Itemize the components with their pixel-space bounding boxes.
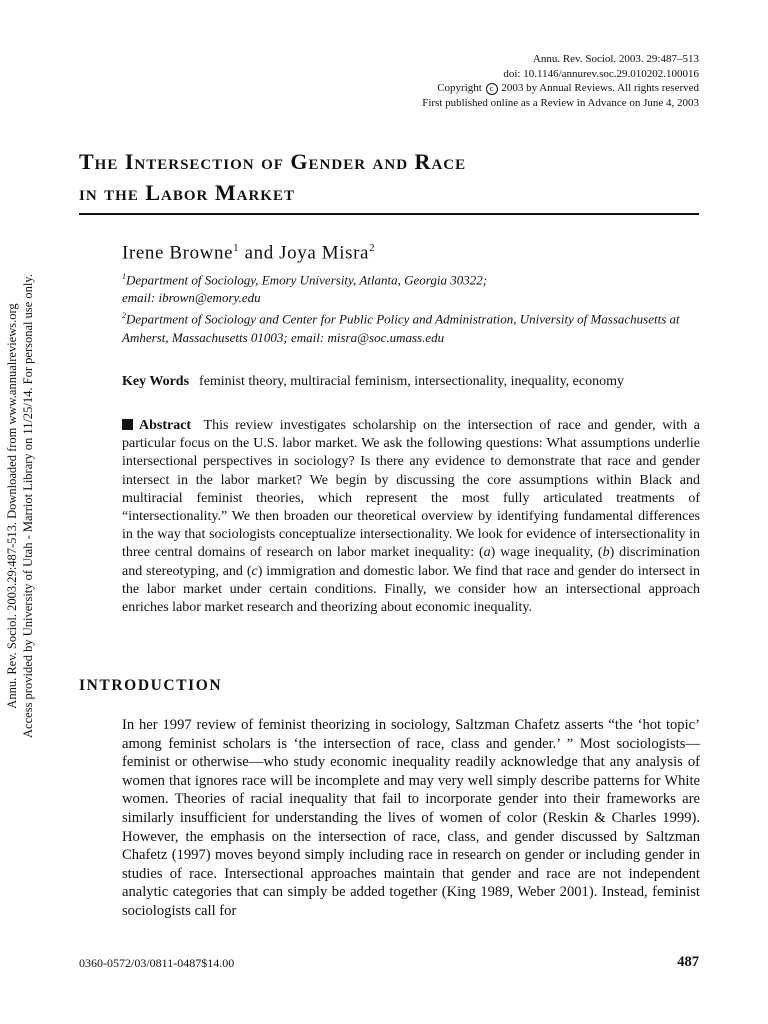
author-2-affiliation-mark: 2 bbox=[369, 242, 376, 254]
copyright-line: Copyright c 2003 by Annual Reviews. All rights reserved bbox=[437, 82, 699, 94]
copyright-symbol-icon: c bbox=[486, 83, 498, 95]
affiliation-2: $^2$Department of Sociology and Center for Public Policy and Administration, University of Massachusetts at Amherst, Massachusetts 01003; email: misra@soc.umass.edu bbox=[122, 311, 680, 345]
journal-header bbox=[339, 52, 699, 110]
abstract-label: Abstract bbox=[139, 418, 192, 433]
affiliation-1-email: email: ibrown@emory.edu bbox=[122, 290, 261, 306]
download-notice-line-2: Access provided by University of Utah - Marriot Library on 11/25/14. For personal use only. bbox=[20, 274, 35, 738]
download-notice-line-1: Annu. Rev. Sociol. 2003.29:487-513. Downloaded from www.annualreviews.org bbox=[5, 303, 19, 709]
keywords-text: feminist theory, multiracial feminism, intersectionality, inequality, economy bbox=[199, 374, 624, 389]
introduction-paragraph: In her 1997 review of feminist theorizing in sociology, Saltzman Chafetz asserts “the ‘hot topic’ among feminist scholars is ‘the intersection of race, class and gender.’ ” Most sociologists—feminist or otherwise—who study economic inequality readily acknowledge that any analysis of women that ignores race will be incomplete and may very well simply describe patterns for White women. Theories of racial inequality that fail to incorporate gender into their frameworks are similarly insufficient for understanding the lives of women of color (Reskin & Charles 1999). However, the emphasis on the intersection of race, class, and gender discussed by Saltzman Chafetz (1997) moves beyond simply including race in research on gender or including gender in studies of race. Intersectional approaches maintain that gender and race are not independent analytic categories that can simply be added together (King 1989, Weber 2001). Instead, feminist sociologists call for bbox=[122, 717, 700, 919]
introduction-heading: INTRODUCTION bbox=[79, 677, 223, 694]
author-1: Irene Browne bbox=[122, 242, 234, 264]
affiliation-1: $^1$Department of Sociology, Emory University, Atlanta, Georgia 30322; bbox=[122, 272, 488, 288]
title-line-2: in the Labor Market bbox=[79, 180, 295, 205]
download-notice bbox=[5, 266, 36, 746]
published-line: First published online as a Review in Advance on June 4, 2003 bbox=[422, 96, 699, 109]
affiliations bbox=[122, 268, 700, 347]
title-line-1: The Intersection of Gender and Race bbox=[79, 149, 467, 174]
abstract bbox=[122, 417, 700, 617]
doi-line: doi: 10.1146/annurev.soc.29.010202.100016 bbox=[503, 67, 699, 80]
author-2: Joya Misra bbox=[279, 242, 370, 264]
authors bbox=[122, 242, 375, 264]
page-number: 487 bbox=[677, 954, 699, 970]
keywords bbox=[122, 373, 700, 391]
abstract-text: This review investigates scholarship on the intersection of race and gender, with a particular focus on the U.S. labor market. We ask the following questions: What assumptions underlie intersectional perspectives in sociology? Is there any evidence to demonstrate that race and gender intersect in the labor market? We begin by discussing the core assumptions within Black and multiracial feminist theories, which represent the most fully articulated treatments of “intersectionality.” We then broaden our theoretical overview by identifying fundamental differences in the way that sociologists conceptualize intersectionality. We look for evidence of intersectionality in three central domains of research on labor market inequality: (a) wage inequality, (b) discrimination and stereotyping, and (c) immigration and domestic labor. We find that race and gender do intersect in the labor market under certain conditions. Finally, we consider how an intersectional approach enriches labor market research and theorizing about economic inequality. bbox=[122, 418, 700, 616]
journal-citation: Annu. Rev. Sociol. 2003. 29:487–513 bbox=[532, 53, 699, 65]
square-bullet-icon bbox=[122, 419, 133, 430]
author-1-affiliation-mark: 1 bbox=[233, 242, 240, 254]
title-divider bbox=[79, 213, 699, 215]
keywords-label: Key Words bbox=[122, 374, 190, 389]
article-title bbox=[79, 146, 699, 208]
author-conjunction: and bbox=[239, 242, 280, 264]
footer-code: 0360-0572/03/0811-0487$14.00 bbox=[79, 956, 235, 970]
